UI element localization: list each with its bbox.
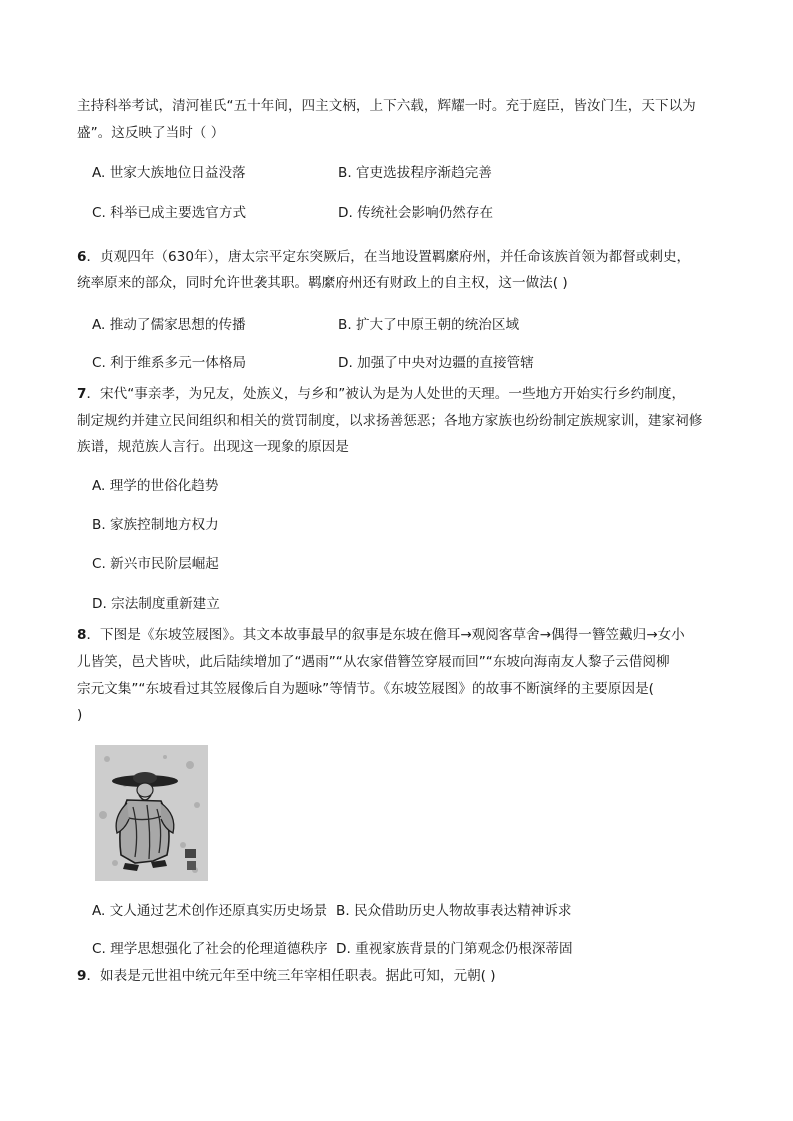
q6-option-d: D. 加强了中央对边疆的直接管辖 <box>338 355 534 371</box>
q7-stem-line1 <box>77 384 685 404</box>
q5-stem-line2: 盛”。这反映了当时（ ） <box>77 125 225 141</box>
q5-option-d: D. 传统社会影响仍然存在 <box>338 205 494 221</box>
dongpo-straw-hat-figure <box>95 745 208 881</box>
q6-number: 6 <box>77 249 87 265</box>
q8-stem-text: ．下图是《东坡笠屐图》。其文本故事最早的叙事是东坡在儋耳→观阅客草舍→偶得一簪笠戴归→女小 <box>86 627 685 643</box>
q5-option-b: B. 官吏选拔程序渐趋完善 <box>338 165 492 181</box>
dongpo-figure-image <box>95 745 208 881</box>
q8-stem-line4: ) <box>77 707 83 723</box>
q6-option-b: B. 扩大了中原王朝的统治区域 <box>338 317 520 333</box>
q8-stem-line1 <box>77 625 685 645</box>
q7-stem-text: ．宋代“事亲孝，为兄友，处族义，与乡和”被认为是为人处世的天理。一些地方开始实行乡约制度， <box>86 386 686 402</box>
q8-option-d: D. 重视家族背景的门第观念仍根深蒂固 <box>336 941 573 957</box>
q5-option-c: C. 科举已成主要选官方式 <box>92 205 247 221</box>
q7-option-c: C. 新兴市民阶层崛起 <box>92 556 219 572</box>
q9-stem-text: ．如表是元世祖中统元年至中统三年宰相任职表。据此可知，元朝( ) <box>86 968 496 984</box>
q8-number: 8 <box>77 627 87 643</box>
q9-number: 9 <box>77 968 87 984</box>
q8-option-b: B. 民众借助历史人物故事表达精神诉求 <box>336 903 572 919</box>
q7-option-b: B. 家族控制地方权力 <box>92 517 219 533</box>
q5-stem-line1: 主持科举考试，清河崔氏“五十年间，四主文柄，上下六载，辉耀一时。充于庭臣，皆汝门生，天下以为 <box>77 98 696 114</box>
q8-stem-line2: 儿皆笑，邑犬皆吠，此后陆续增加了“遇雨”“从农家借簪笠穿屐而回”“东坡向海南友人黎子云借阅柳 <box>77 654 670 670</box>
q7-number: 7 <box>77 386 87 402</box>
q6-option-c: C. 利于维系多元一体格局 <box>92 355 247 371</box>
q6-stem-line1 <box>77 247 690 267</box>
q8-option-c: C. 理学思想强化了社会的伦理道德秩序 <box>92 941 328 957</box>
q7-option-a: A. 理学的世俗化趋势 <box>92 478 219 494</box>
q6-option-a: A. 推动了儒家思想的传播 <box>92 317 246 333</box>
q9-stem-line1 <box>77 966 496 986</box>
q7-stem-line2: 制定规约并建立民间组织和相关的赏罚制度，以求扬善惩恶；各地方家族也纷纷制定族规家训，建家祠修 <box>77 413 703 429</box>
q6-stem-line2: 统率原来的部众，同时允许世袭其职。羁縻府州还有财政上的自主权，这一做法( ) <box>77 275 568 291</box>
q6-stem-text: ．贞观四年（630年），唐太宗平定东突厥后，在当地设置羁縻府州，并任命该族首领为都督或刺史， <box>86 249 691 265</box>
q7-option-d: D. 宗法制度重新建立 <box>92 596 220 612</box>
q7-stem-line3: 族谱，规范族人言行。出现这一现象的原因是 <box>77 439 349 455</box>
q5-option-a: A. 世家大族地位日益没落 <box>92 165 246 181</box>
q8-stem-line3: 宗元文集”“东坡看过其笠屐像后自为题咏”等情节。《东坡笠屐图》的故事不断演绎的主要原因是( <box>77 681 654 697</box>
q8-option-a: A. 文人通过艺术创作还原真实历史场景 <box>92 903 328 919</box>
